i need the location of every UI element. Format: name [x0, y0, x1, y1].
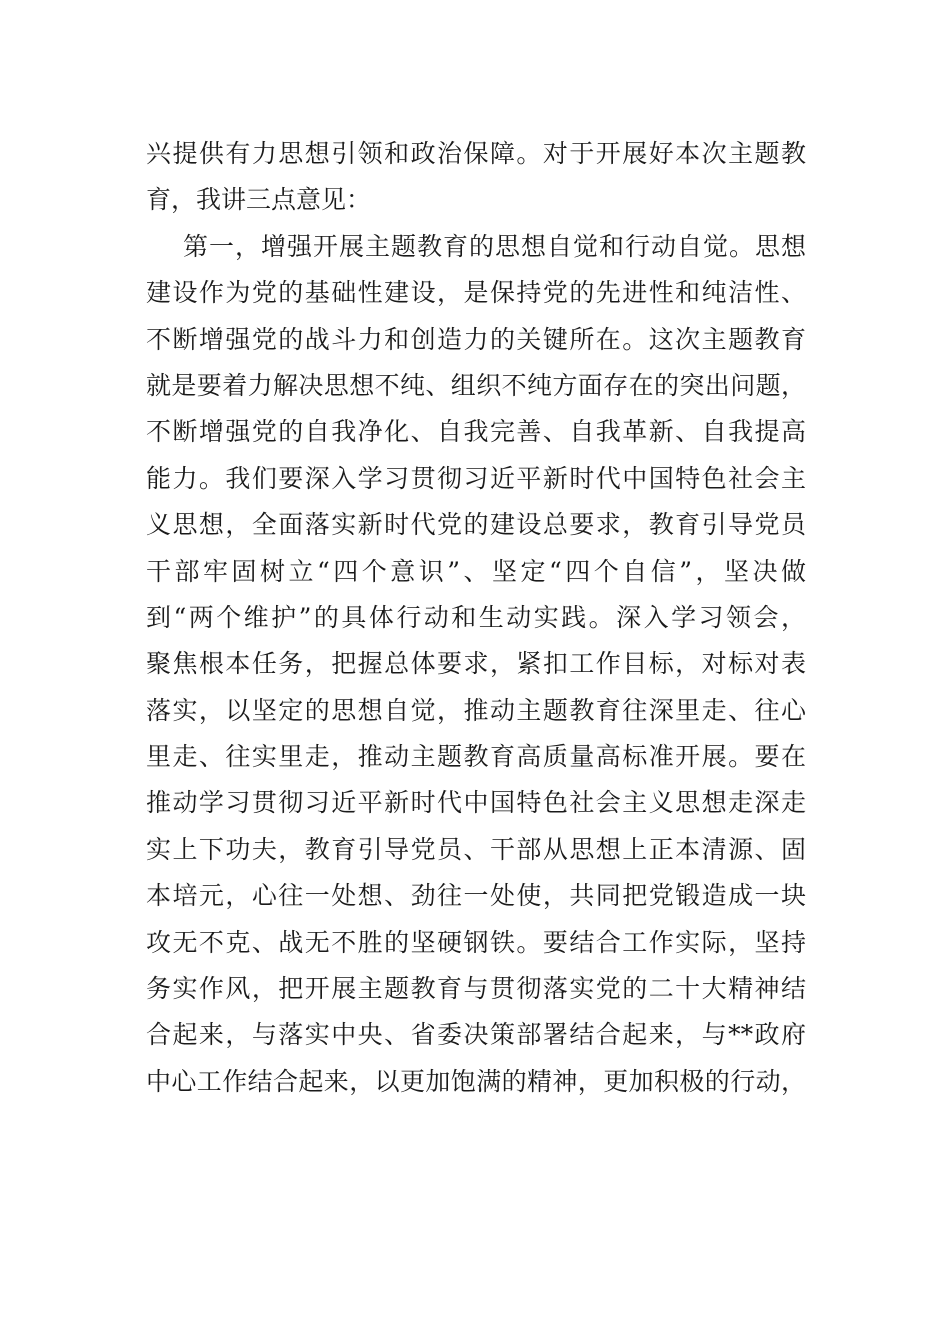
text-line: 就是要着力解决思想不纯、组织不纯方面存在的突出问题， [146, 370, 806, 400]
text-line: 育，我讲三点意见： [146, 185, 372, 215]
text-line: 能力。我们要深入学习贯彻习近平新时代中国特色社会主 [146, 463, 806, 493]
body-text [146, 131, 806, 1105]
text-line: 建设作为党的基础性建设，是保持党的先进性和纯洁性、 [146, 278, 806, 308]
text-line: 到“两个维护”的具体行动和生动实践。深入学习领会， [146, 602, 806, 632]
text-line: 务实作风，把开展主题教育与贯彻落实党的二十大精神结 [146, 974, 806, 1004]
text-line: 不断增强党的战斗力和创造力的关键所在。这次主题教育 [146, 324, 806, 354]
text-line: 攻无不克、战无不胜的坚硬钢铁。要结合工作实际，坚持 [146, 927, 806, 957]
text-line: 兴提供有力思想引领和政治保障。对于开展好本次主题教 [146, 139, 806, 168]
text-line: 干部牢固树立“四个意识”、坚定“四个自信”，坚决做 [146, 556, 806, 586]
text-line: 里走、往实里走，推动主题教育高质量高标准开展。要在 [146, 742, 806, 772]
text-line: 不断增强党的自我净化、自我完善、自我革新、自我提高 [146, 417, 806, 447]
text-line: 落实，以坚定的思想自觉，推动主题教育往深里走、往心 [146, 695, 806, 725]
text-line: 推动学习贯彻习近平新时代中国特色社会主义思想走深走 [146, 788, 806, 818]
text-line: 本培元，心往一处想、劲往一处使，共同把党锻造成一块 [146, 881, 806, 911]
text-line: 聚焦根本任务，把握总体要求，紧扣工作目标，对标对表 [146, 649, 806, 679]
text-line: 实上下功夫，教育引导党员、干部从思想上正本清源、固 [146, 834, 806, 864]
paragraph-first-line: 第一，增强开展主题教育的思想自觉和行动自觉。思想 [183, 231, 806, 261]
text-line: 合起来，与落实中央、省委决策部署结合起来，与**政府 [146, 1020, 806, 1050]
text-line: 中心工作结合起来，以更加饱满的精神，更加积极的行动， [146, 1066, 806, 1096]
text-line: 义思想，全面落实新时代党的建设总要求，教育引导党员 [146, 510, 806, 540]
